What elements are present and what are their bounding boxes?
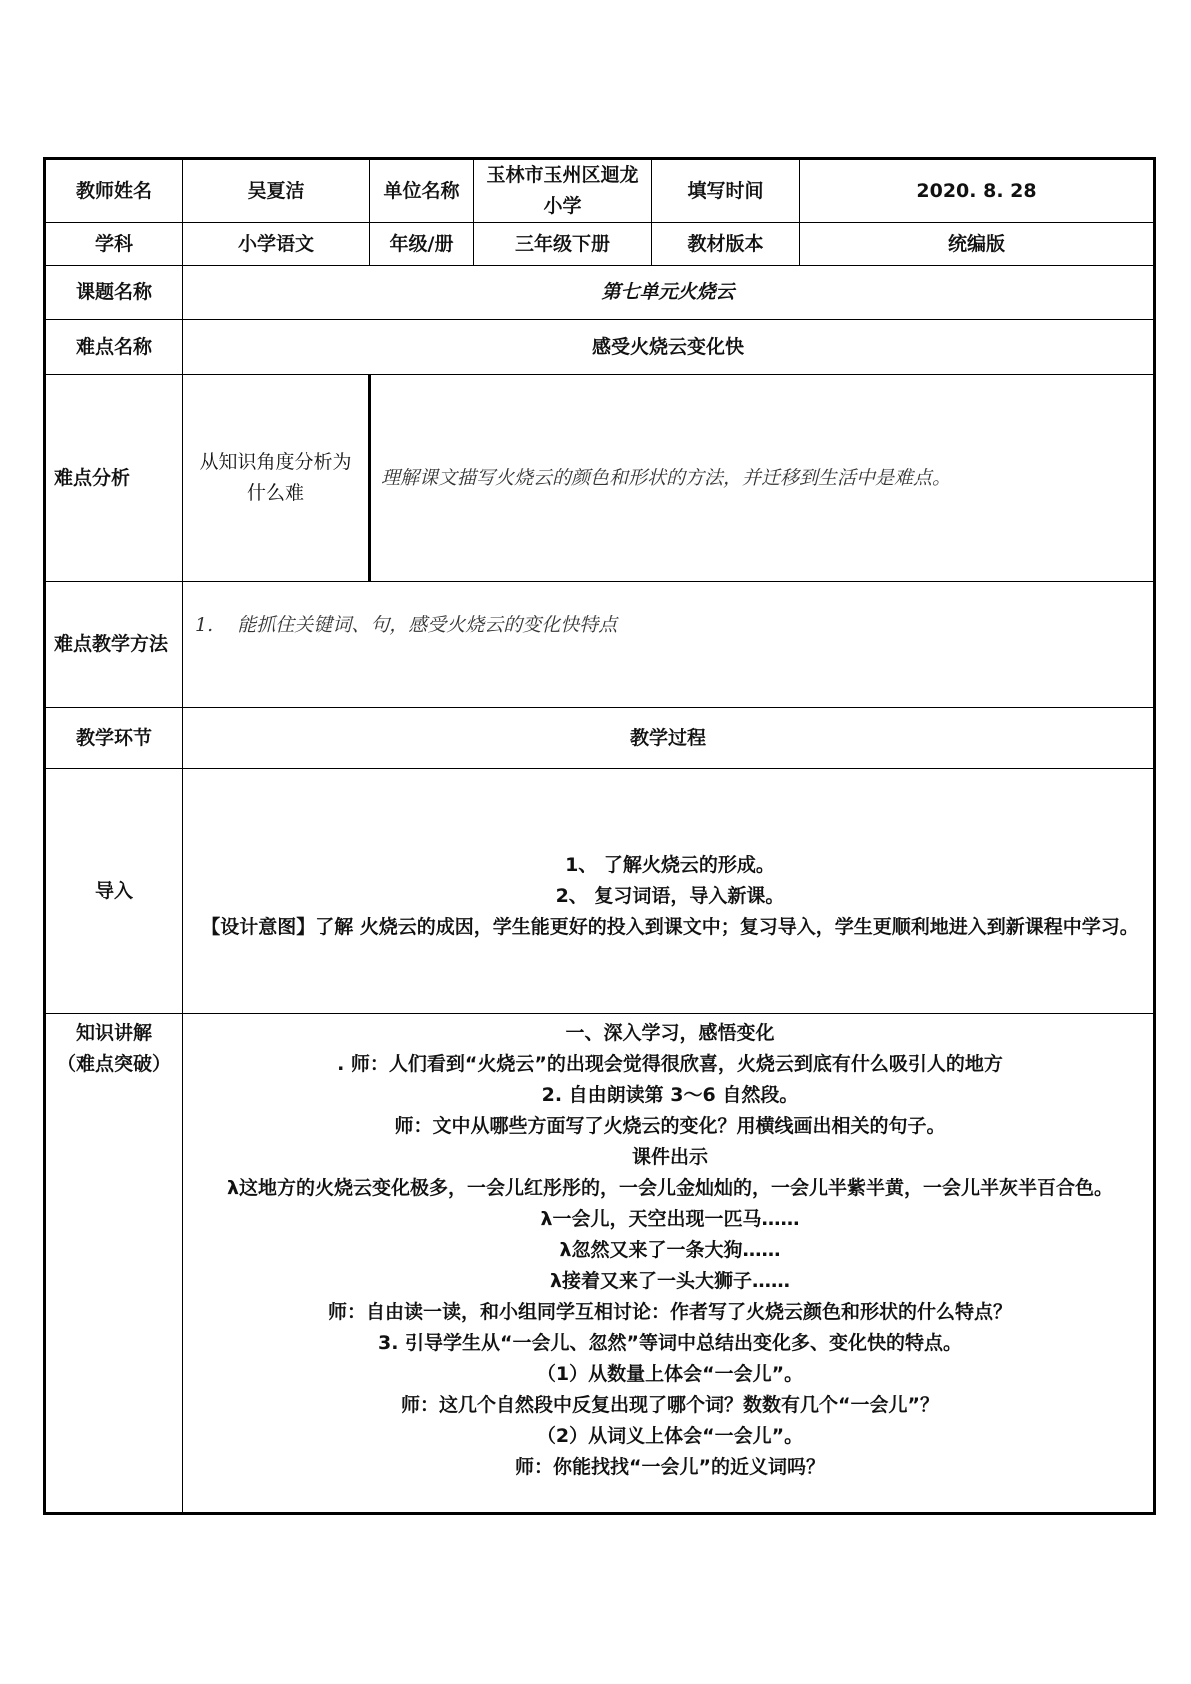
analysis-sub-label [183, 375, 370, 582]
knowledge-label [45, 1014, 183, 1514]
date-value: 2020. 8. 28 [800, 159, 1155, 223]
knowledge-content [183, 1014, 1155, 1514]
process-header-row [45, 708, 1155, 769]
unit-label: 单位名称 [370, 159, 474, 223]
teacher-label: 教师姓名 [45, 159, 183, 223]
process-stage-label: 教学环节 [45, 708, 183, 769]
knowledge-line: 一、深入学习，感悟变化 [565, 1022, 775, 1044]
lesson-plan-table [43, 157, 1156, 1515]
topic-label: 课题名称 [45, 266, 183, 320]
edition-value: 统编版 [800, 223, 1155, 266]
knowledge-line: （2）从词义上体会“一会儿”。 [536, 1425, 804, 1447]
knowledge-label-line1: 知识讲解 [75, 1022, 152, 1044]
knowledge-line: . 师：人们看到“火烧云”的出现会觉得很欣喜，火烧云到底有什么吸引人的地方 [337, 1053, 1003, 1075]
knowledge-line: 3. 引导学生从“一会儿、忽然”等词中总结出变化多、变化快的特点。 [377, 1332, 963, 1354]
topic-value: 第七单元火烧云 [183, 266, 1155, 320]
knowledge-line: λ忽然又来了一条大狗…… [559, 1239, 781, 1261]
intro-content [183, 769, 1155, 1014]
difficulty-label: 难点名称 [45, 320, 183, 375]
subject-value: 小学语文 [183, 223, 370, 266]
process-label: 教学过程 [183, 708, 1155, 769]
knowledge-line: 课件出示 [631, 1146, 708, 1168]
analysis-label: 难点分析 [45, 375, 183, 582]
difficulty-value: 感受火烧云变化快 [183, 320, 1155, 375]
grade-label: 年级/册 [370, 223, 474, 266]
knowledge-line: λ一会儿，天空出现一匹马…… [540, 1208, 800, 1230]
header-row-1 [45, 159, 1155, 223]
edition-label: 教材版本 [652, 223, 800, 266]
method-text: 1. 能抓住关键词、句，感受火烧云的变化快特点 [183, 582, 1155, 708]
knowledge-row [45, 1014, 1155, 1514]
unit-value-line1: 玉林市玉州区迴龙 [486, 164, 639, 186]
knowledge-line: 2. 自由朗读第 3～6 自然段。 [541, 1084, 799, 1106]
method-row [45, 582, 1155, 708]
knowledge-label-line2: （难点突破） [56, 1053, 171, 1075]
knowledge-line: 师：自由读一读，和小组同学互相讨论：作者写了火烧云颜色和形状的什么特点？ [327, 1301, 1012, 1323]
header-row-2 [45, 223, 1155, 266]
grade-value: 三年级下册 [474, 223, 652, 266]
difficulty-row [45, 320, 1155, 375]
method-label: 难点教学方法 [45, 582, 183, 708]
knowledge-line: 师：文中从哪些方面写了火烧云的变化？用横线画出相关的句子。 [394, 1115, 946, 1137]
date-label: 填写时间 [652, 159, 800, 223]
knowledge-line: 师：你能找找“一会儿”的近义词吗？ [515, 1456, 825, 1478]
analysis-sub-label-line2: 什么难 [246, 482, 304, 504]
unit-value [474, 159, 652, 223]
intro-line: 2、 复习词语，导入新课。 [555, 884, 785, 907]
knowledge-line: λ这地方的火烧云变化极多，一会儿红彤彤的，一会儿金灿灿的，一会儿半紫半黄，一会儿半灰半百合色。 [226, 1177, 1114, 1199]
analysis-sub-label-line1: 从知识角度分析为 [199, 451, 352, 473]
analysis-text: 理解课文描写火烧云的颜色和形状的方法，并迁移到生活中是难点。 [370, 375, 1155, 582]
teacher-value: 吴夏洁 [183, 159, 370, 223]
analysis-row [45, 375, 1155, 582]
knowledge-line: 师：这几个自然段中反复出现了哪个词？数数有几个“一会儿”？ [401, 1394, 939, 1416]
intro-line: 【设计意图】了解 火烧云的成因，学生能更好的投入到课文中；复习导入，学生更顺利地进入到新课程中学习。 [201, 915, 1139, 938]
knowledge-line: （1）从数量上体会“一会儿”。 [536, 1363, 804, 1385]
knowledge-line: λ接着又来了一头大狮子…… [549, 1270, 791, 1292]
subject-label: 学科 [45, 223, 183, 266]
topic-row [45, 266, 1155, 320]
intro-row [45, 769, 1155, 1014]
intro-label: 导入 [45, 769, 183, 1014]
unit-value-line2: 小学 [543, 195, 582, 217]
intro-line: 1、 了解火烧云的形成。 [565, 853, 775, 876]
